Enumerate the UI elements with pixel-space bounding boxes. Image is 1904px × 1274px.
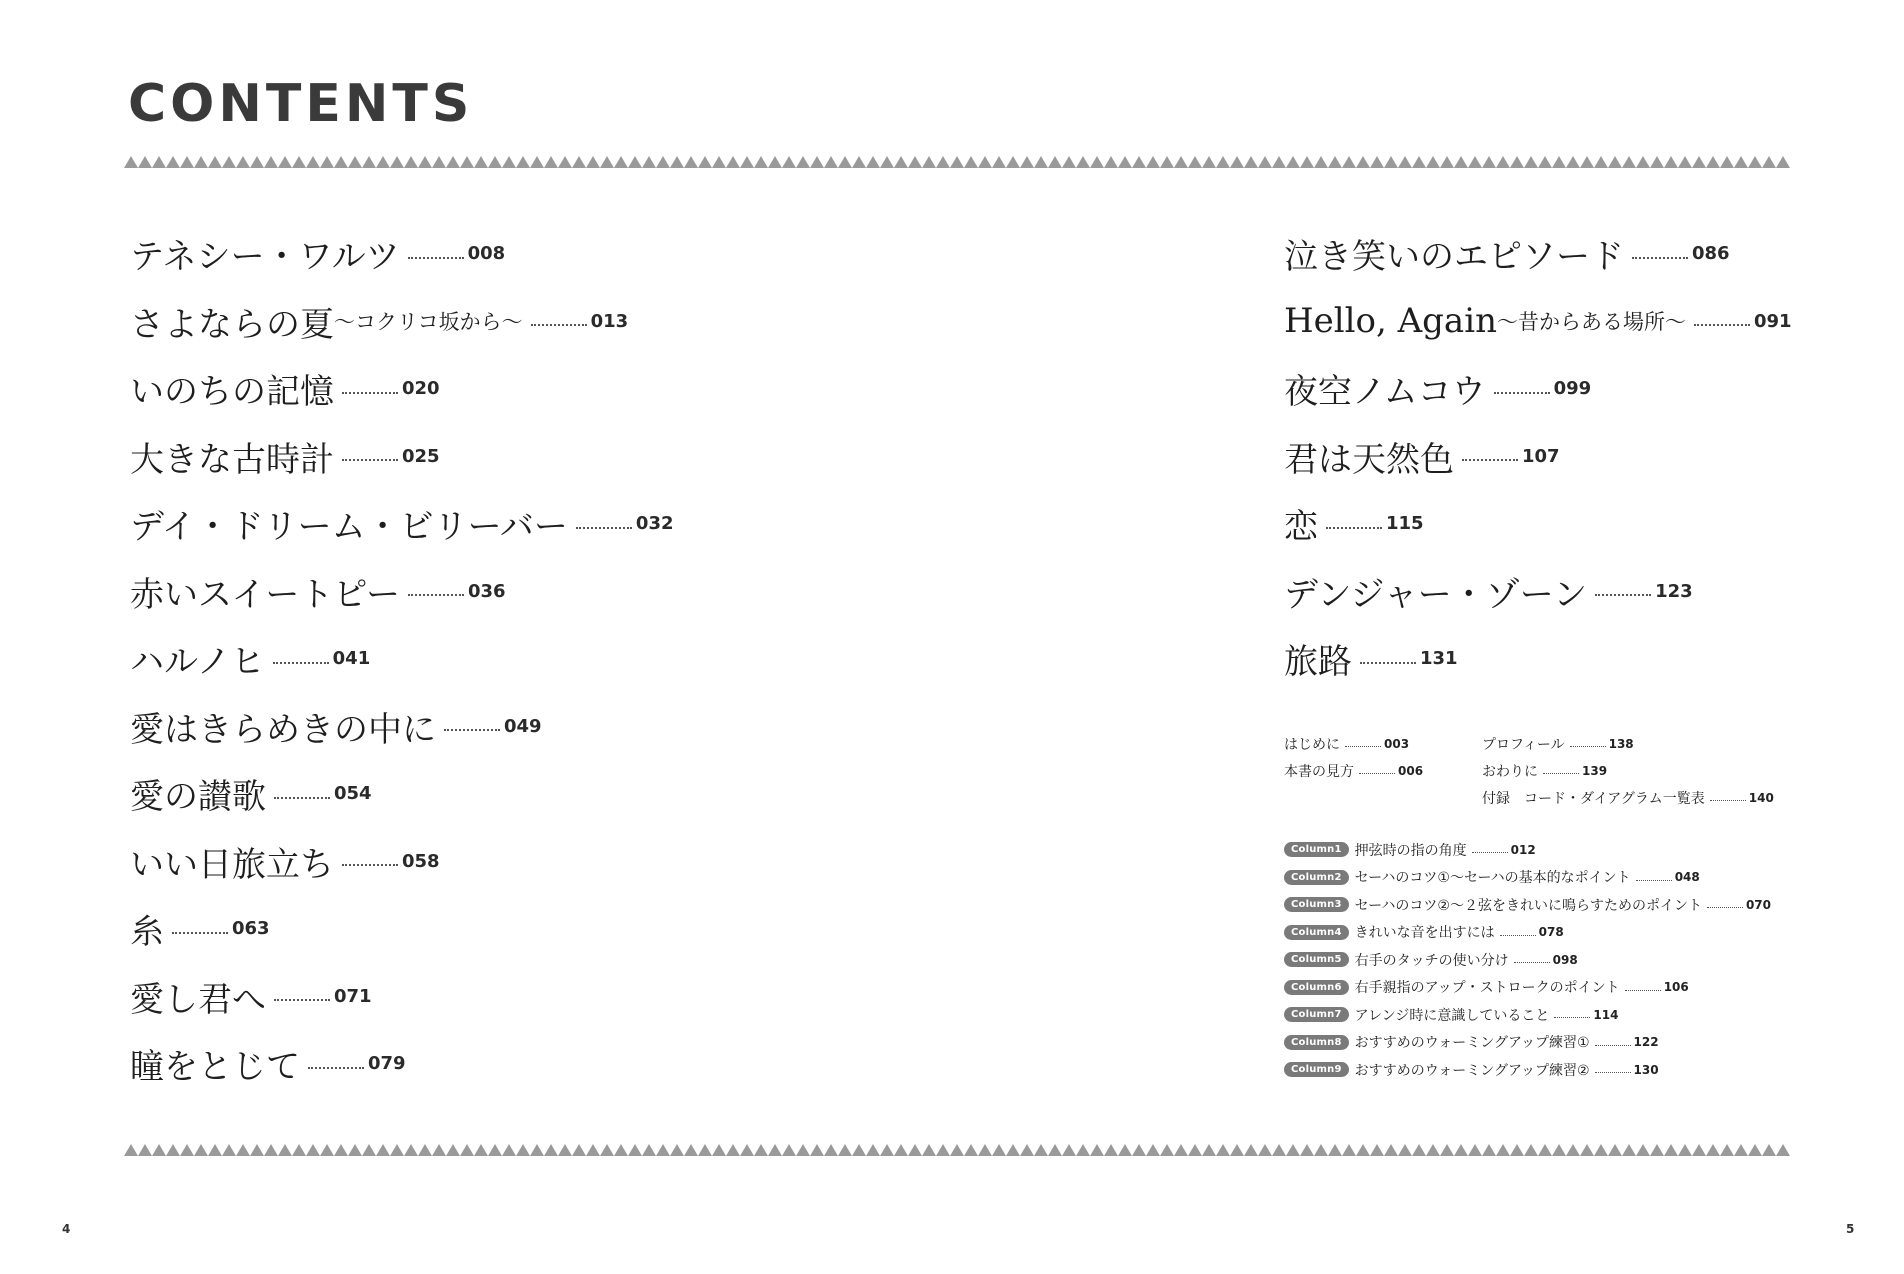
entry-label: はじめに bbox=[1284, 736, 1340, 753]
page-number: 036 bbox=[467, 580, 506, 602]
song-title: いのちの記憶 bbox=[130, 372, 334, 413]
page-number: 008 bbox=[467, 243, 506, 265]
column-title: 右手親指のアップ・ストロークのポイント bbox=[1354, 980, 1620, 997]
dot-leader bbox=[1514, 962, 1550, 963]
song-title: 愛し君へ bbox=[130, 979, 266, 1020]
toc-entry[interactable] bbox=[130, 423, 674, 491]
dot-leader bbox=[342, 392, 398, 394]
song-title: 糸 bbox=[130, 912, 164, 953]
page-number: 139 bbox=[1582, 763, 1608, 778]
column-title: おすすめのウォーミングアップ練習② bbox=[1354, 1062, 1590, 1079]
song-subtitle: 〜昔からある場所〜 bbox=[1496, 310, 1686, 335]
dot-leader bbox=[1462, 459, 1518, 461]
folio-right: 5 bbox=[1846, 1222, 1855, 1236]
page-number: 115 bbox=[1386, 513, 1424, 535]
song-title: 君は天然色 bbox=[1284, 439, 1454, 480]
song-title: 赤いスイートピー bbox=[130, 574, 400, 615]
page-number: 079 bbox=[368, 1053, 406, 1075]
page-number: 131 bbox=[1420, 648, 1458, 670]
dot-leader bbox=[1345, 746, 1381, 747]
dot-leader bbox=[1554, 1017, 1590, 1018]
page-number: 049 bbox=[504, 715, 542, 737]
dot-leader bbox=[1595, 1072, 1631, 1073]
page-number: 054 bbox=[334, 783, 372, 805]
page-number: 078 bbox=[1538, 925, 1564, 940]
song-title: デンジャー・ゾーン bbox=[1284, 574, 1588, 615]
toc-entry[interactable] bbox=[1284, 558, 1792, 626]
toc-entry[interactable] bbox=[130, 828, 674, 896]
column-title: きれいな音を出すには bbox=[1354, 925, 1495, 942]
song-subtitle: 〜コクリコ坂から〜 bbox=[334, 310, 523, 335]
front-back-matter-col2 bbox=[1482, 730, 1774, 811]
page-title: CONTENTS bbox=[128, 74, 474, 134]
toc-entry[interactable] bbox=[130, 895, 674, 963]
column-title: アレンジ時に意識していること bbox=[1354, 1007, 1550, 1024]
page-number: 130 bbox=[1633, 1062, 1659, 1077]
song-list-left bbox=[130, 220, 674, 1098]
toc-entry[interactable] bbox=[1284, 220, 1792, 288]
dot-leader bbox=[1494, 392, 1550, 394]
dot-leader bbox=[1710, 800, 1746, 801]
toc-entry[interactable] bbox=[1284, 490, 1792, 558]
dot-leader bbox=[1543, 773, 1579, 774]
column-entry[interactable] bbox=[1284, 864, 1771, 892]
entry-label: 本書の見方 bbox=[1284, 763, 1354, 780]
toc-entry[interactable] bbox=[1284, 288, 1792, 356]
toc-entry[interactable] bbox=[130, 963, 674, 1031]
page-number: 012 bbox=[1510, 842, 1536, 857]
dot-leader bbox=[1472, 852, 1508, 853]
page-number: 041 bbox=[332, 648, 371, 670]
decorative-rule-bottom bbox=[124, 1142, 1796, 1156]
toc-entry[interactable] bbox=[130, 760, 674, 828]
dot-leader bbox=[342, 864, 398, 866]
dot-leader bbox=[576, 527, 632, 529]
dot-leader bbox=[408, 594, 464, 596]
entry-label: プロフィール bbox=[1482, 736, 1565, 753]
page-number: 123 bbox=[1655, 580, 1693, 602]
page-number: 086 bbox=[1692, 243, 1730, 265]
song-title: テネシー・ワルツ bbox=[130, 237, 400, 278]
dot-leader bbox=[1326, 527, 1382, 529]
song-title: さよならの夏 bbox=[130, 304, 334, 345]
song-title: Hello, Again bbox=[1284, 301, 1497, 342]
page-number: 013 bbox=[590, 310, 629, 332]
page-number: 071 bbox=[334, 985, 372, 1007]
column-badge: Column3 bbox=[1284, 897, 1349, 912]
column-entry[interactable] bbox=[1284, 946, 1771, 974]
column-entry[interactable] bbox=[1284, 891, 1771, 919]
toc-entry[interactable] bbox=[130, 558, 674, 626]
toc-entry[interactable] bbox=[130, 288, 674, 356]
page-number: 025 bbox=[402, 445, 440, 467]
column-entry[interactable] bbox=[1284, 836, 1771, 864]
toc-entry[interactable] bbox=[130, 490, 674, 558]
dot-leader bbox=[274, 999, 330, 1001]
dot-leader bbox=[1595, 1045, 1631, 1046]
page-number: 138 bbox=[1608, 736, 1634, 751]
song-title: 大きな古時計 bbox=[130, 439, 334, 480]
column-title: おすすめのウォーミングアップ練習① bbox=[1354, 1035, 1590, 1052]
page-number: 098 bbox=[1552, 952, 1578, 967]
toc-entry[interactable] bbox=[1284, 625, 1792, 693]
dot-leader bbox=[1500, 935, 1536, 936]
song-title: 泣き笑いのエピソード bbox=[1284, 237, 1624, 278]
song-title: 旅路 bbox=[1284, 642, 1352, 683]
page-number: 107 bbox=[1522, 445, 1560, 467]
column-entry[interactable] bbox=[1284, 974, 1771, 1002]
page-number: 032 bbox=[635, 513, 674, 535]
song-title: 恋 bbox=[1284, 507, 1318, 548]
dot-leader bbox=[1570, 746, 1606, 747]
song-list-right bbox=[1284, 220, 1792, 693]
page-number: 106 bbox=[1663, 980, 1689, 995]
toc-entry[interactable] bbox=[130, 693, 674, 761]
page-number: 048 bbox=[1674, 870, 1700, 885]
dot-leader bbox=[1595, 594, 1651, 596]
column-badge: Column9 bbox=[1284, 1062, 1349, 1077]
dot-leader bbox=[1360, 662, 1416, 664]
column-badge: Column6 bbox=[1284, 980, 1349, 995]
column-entry[interactable] bbox=[1284, 919, 1771, 947]
toc-entry[interactable] bbox=[1482, 730, 1774, 757]
toc-entry[interactable] bbox=[130, 220, 674, 288]
page-number: 091 bbox=[1753, 310, 1792, 332]
page-number: 063 bbox=[232, 918, 270, 940]
song-title: デイ・ドリーム・ビリーバー bbox=[130, 507, 568, 548]
toc-entry[interactable] bbox=[1284, 757, 1423, 784]
dot-leader bbox=[1632, 257, 1688, 259]
toc-entry[interactable] bbox=[1284, 423, 1792, 491]
toc-entry[interactable] bbox=[130, 355, 674, 423]
column-title: 右手のタッチの使い分け bbox=[1354, 952, 1509, 969]
song-title: いい日旅立ち bbox=[130, 844, 334, 885]
song-title: 瞳をとじて bbox=[130, 1047, 300, 1088]
column-badge: Column2 bbox=[1284, 870, 1349, 885]
dot-leader bbox=[308, 1067, 364, 1069]
song-title: 夜空ノムコウ bbox=[1284, 372, 1486, 413]
page-number: 070 bbox=[1745, 897, 1772, 912]
column-entry[interactable] bbox=[1284, 1001, 1771, 1029]
page-number: 140 bbox=[1748, 790, 1774, 805]
dot-leader bbox=[444, 729, 500, 731]
toc-entry[interactable] bbox=[1284, 355, 1792, 423]
dot-leader bbox=[274, 797, 330, 799]
dot-leader bbox=[273, 662, 329, 664]
entry-label: おわりに bbox=[1482, 763, 1538, 780]
toc-entry[interactable] bbox=[130, 1030, 674, 1098]
dot-leader bbox=[531, 324, 587, 326]
column-list bbox=[1284, 836, 1771, 1084]
song-title: 愛はきらめきの中に bbox=[130, 709, 436, 750]
column-badge: Column7 bbox=[1284, 1007, 1349, 1022]
toc-entry[interactable] bbox=[1284, 730, 1423, 757]
dot-leader bbox=[1707, 907, 1743, 908]
column-title: セーハのコツ②〜２弦をきれいに鳴らすためのポイント bbox=[1354, 897, 1702, 914]
page-number: 122 bbox=[1633, 1035, 1659, 1050]
column-entry[interactable] bbox=[1284, 1056, 1771, 1084]
column-badge: Column5 bbox=[1284, 952, 1349, 967]
entry-label: 付録 コード・ダイアグラム一覧表 bbox=[1482, 790, 1705, 807]
dot-leader bbox=[1625, 990, 1661, 991]
decorative-rule-top bbox=[124, 154, 1796, 168]
song-title: ハルノヒ bbox=[130, 642, 265, 683]
page-number: 099 bbox=[1553, 378, 1592, 400]
page-number: 114 bbox=[1593, 1007, 1619, 1022]
page-number: 003 bbox=[1384, 736, 1410, 751]
page-number: 058 bbox=[402, 850, 440, 872]
toc-entry[interactable] bbox=[1482, 757, 1774, 784]
dot-leader bbox=[408, 257, 464, 259]
column-title: 押弦時の指の角度 bbox=[1354, 842, 1467, 859]
front-back-matter-col1 bbox=[1284, 730, 1423, 784]
dot-leader bbox=[1636, 880, 1672, 881]
toc-entry[interactable] bbox=[1482, 784, 1774, 811]
song-title: 愛の讃歌 bbox=[130, 777, 266, 818]
page-number: 006 bbox=[1398, 763, 1424, 778]
page-number: 020 bbox=[402, 378, 440, 400]
column-badge: Column1 bbox=[1284, 842, 1349, 857]
dot-leader bbox=[172, 932, 228, 934]
toc-entry[interactable] bbox=[130, 625, 674, 693]
column-badge: Column8 bbox=[1284, 1035, 1349, 1050]
column-title: セーハのコツ①〜セーハの基本的なポイント bbox=[1354, 870, 1631, 887]
column-badge: Column4 bbox=[1284, 925, 1349, 940]
dot-leader bbox=[1694, 324, 1750, 326]
dot-leader bbox=[342, 459, 398, 461]
folio-left: 4 bbox=[62, 1222, 71, 1236]
column-entry[interactable] bbox=[1284, 1029, 1771, 1057]
dot-leader bbox=[1359, 773, 1395, 774]
